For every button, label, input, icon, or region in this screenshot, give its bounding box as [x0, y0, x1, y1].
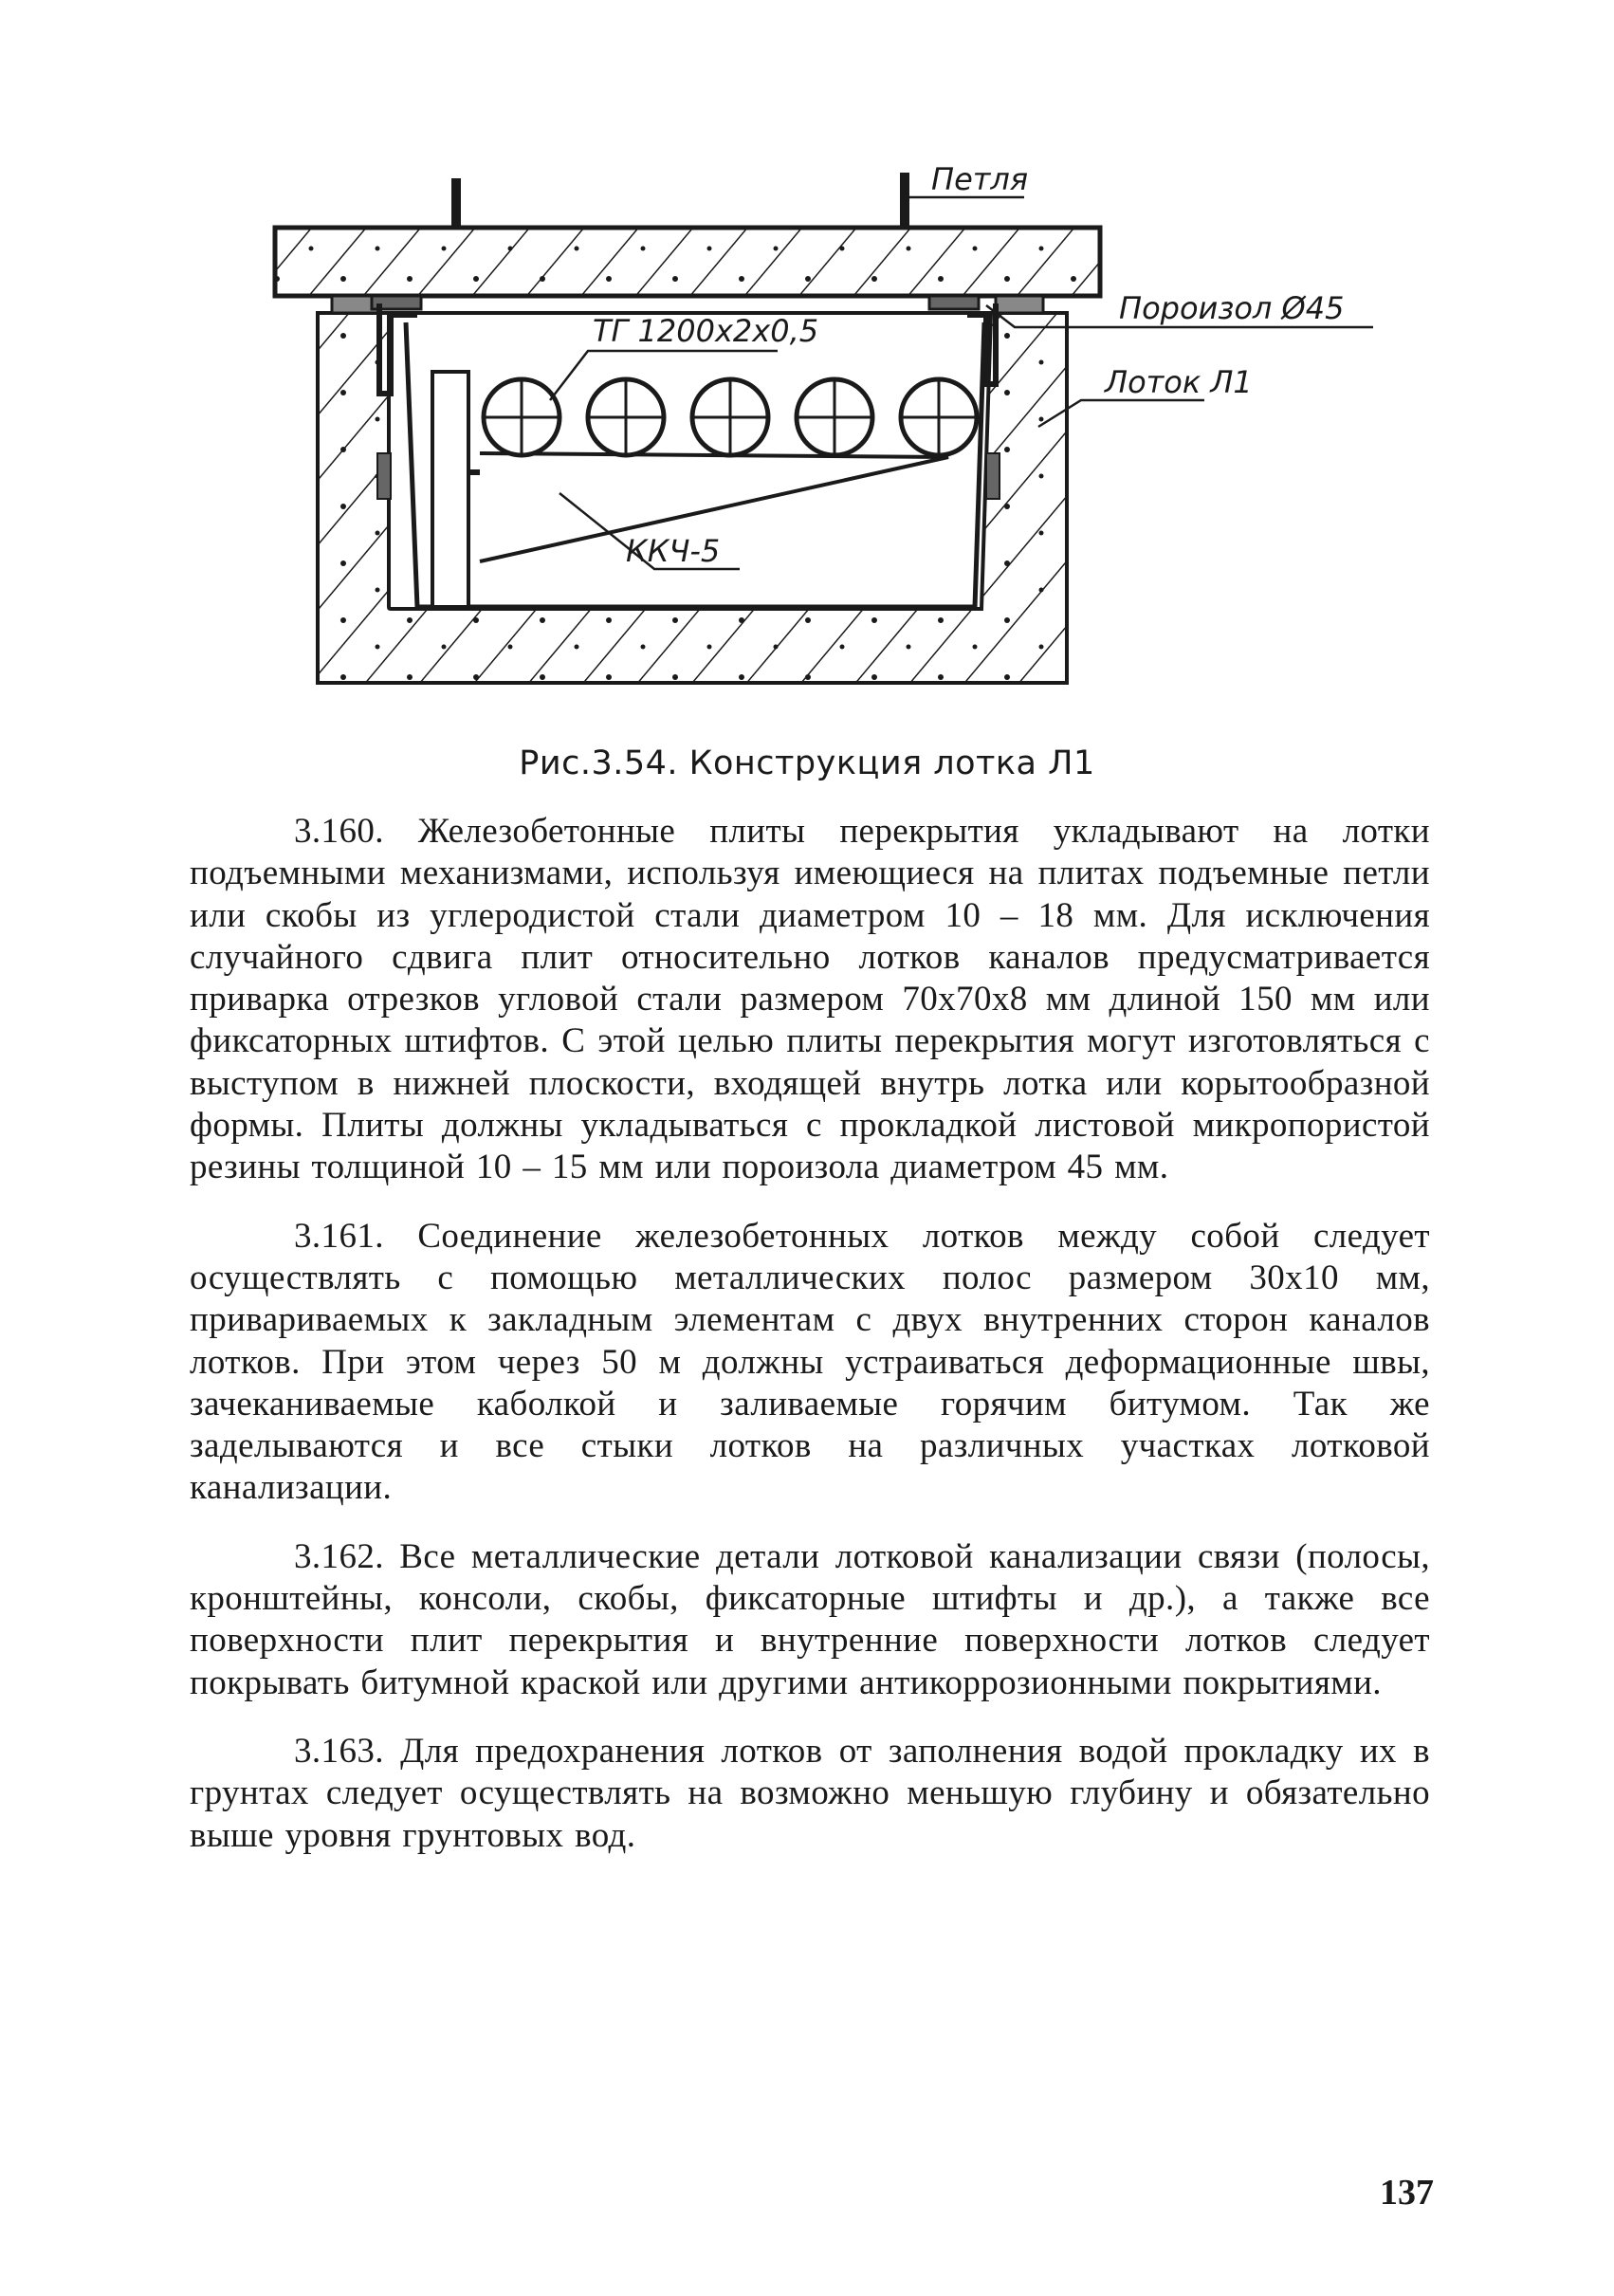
tray-l1-drawing: [266, 152, 1385, 711]
page-number: 137: [1380, 2173, 1434, 2213]
pipe: [692, 379, 768, 455]
pipe: [797, 379, 872, 455]
body-text: [190, 811, 1430, 1883]
cover-slab: [275, 228, 1100, 296]
label-bracket: ККЧ-5: [626, 533, 721, 569]
tray-body: [318, 313, 1067, 683]
figure-caption: Рис.3.54. Конструкция лотка Л1: [519, 744, 1095, 782]
vertical-post: [432, 372, 468, 607]
label-tray: Лоток Л1: [1105, 364, 1253, 400]
pipe: [901, 379, 977, 455]
label-pipe: ТГ 1200х2х0,5: [593, 313, 819, 349]
pipe: [588, 379, 664, 455]
lifting-loops: [451, 173, 909, 230]
paragraph-3-162: 3.162. Все металлические детали лотковой канализации связи (полосы, кронштейны, консоли, скобы, фиксаторные штифты и др.), а также все поверхности плит перекрытия и внутренние поверхности лотков следует покрывать битумной краской или другими антикоррозионными покрытиями.: [190, 1536, 1430, 1702]
paragraph-3-163: 3.163. Для предохранения лотков от заполнения водой прокладку их в грунтах следует осуществлять на возможно меньшую глубину и обязательно выше уровня грунтовых вод.: [190, 1731, 1430, 1855]
label-loop: Петля: [931, 161, 1029, 197]
pipe: [484, 379, 559, 455]
paragraph-3-161: 3.161. Соединение железобетонных лотков между собой следует осуществлять с помощью металлических полос размером 30х10 мм, привариваемых к закладным элементам с двух внутренних сторон каналов лотков. При этом через 50 м должны устраиваться деформационные швы, зачеканиваемые каболкой и заливаемые горячим битумом. Так же заделываются и все стыки лотков на различных участках лотковой канализации.: [190, 1216, 1430, 1508]
label-poroizol: Пороизол Ø45: [1119, 290, 1345, 326]
paragraph-3-160: 3.160. Железобетонные плиты перекрытия укладывают на лотки подъемными механизмами, используя имеющиеся на плитах подъемные петли или скобы из углеродистой стали диаметром 10 – 18 мм. Для исключения случайного сдвига плит относительно лотков каналов предусматривается приварка отрезков угловой стали размером 70х70х8 мм длиной 150 мм или фиксаторных штифтов. С этой целью плиты перекрытия могут изготовляться с выступом в нижней плоскости, входящей внутрь лотка или корытообразной формы. Плиты должны укладываться с прокладкой листовой микропористой резины толщиной 10 – 15 мм или пороизола диаметром 45 мм.: [190, 812, 1430, 1187]
